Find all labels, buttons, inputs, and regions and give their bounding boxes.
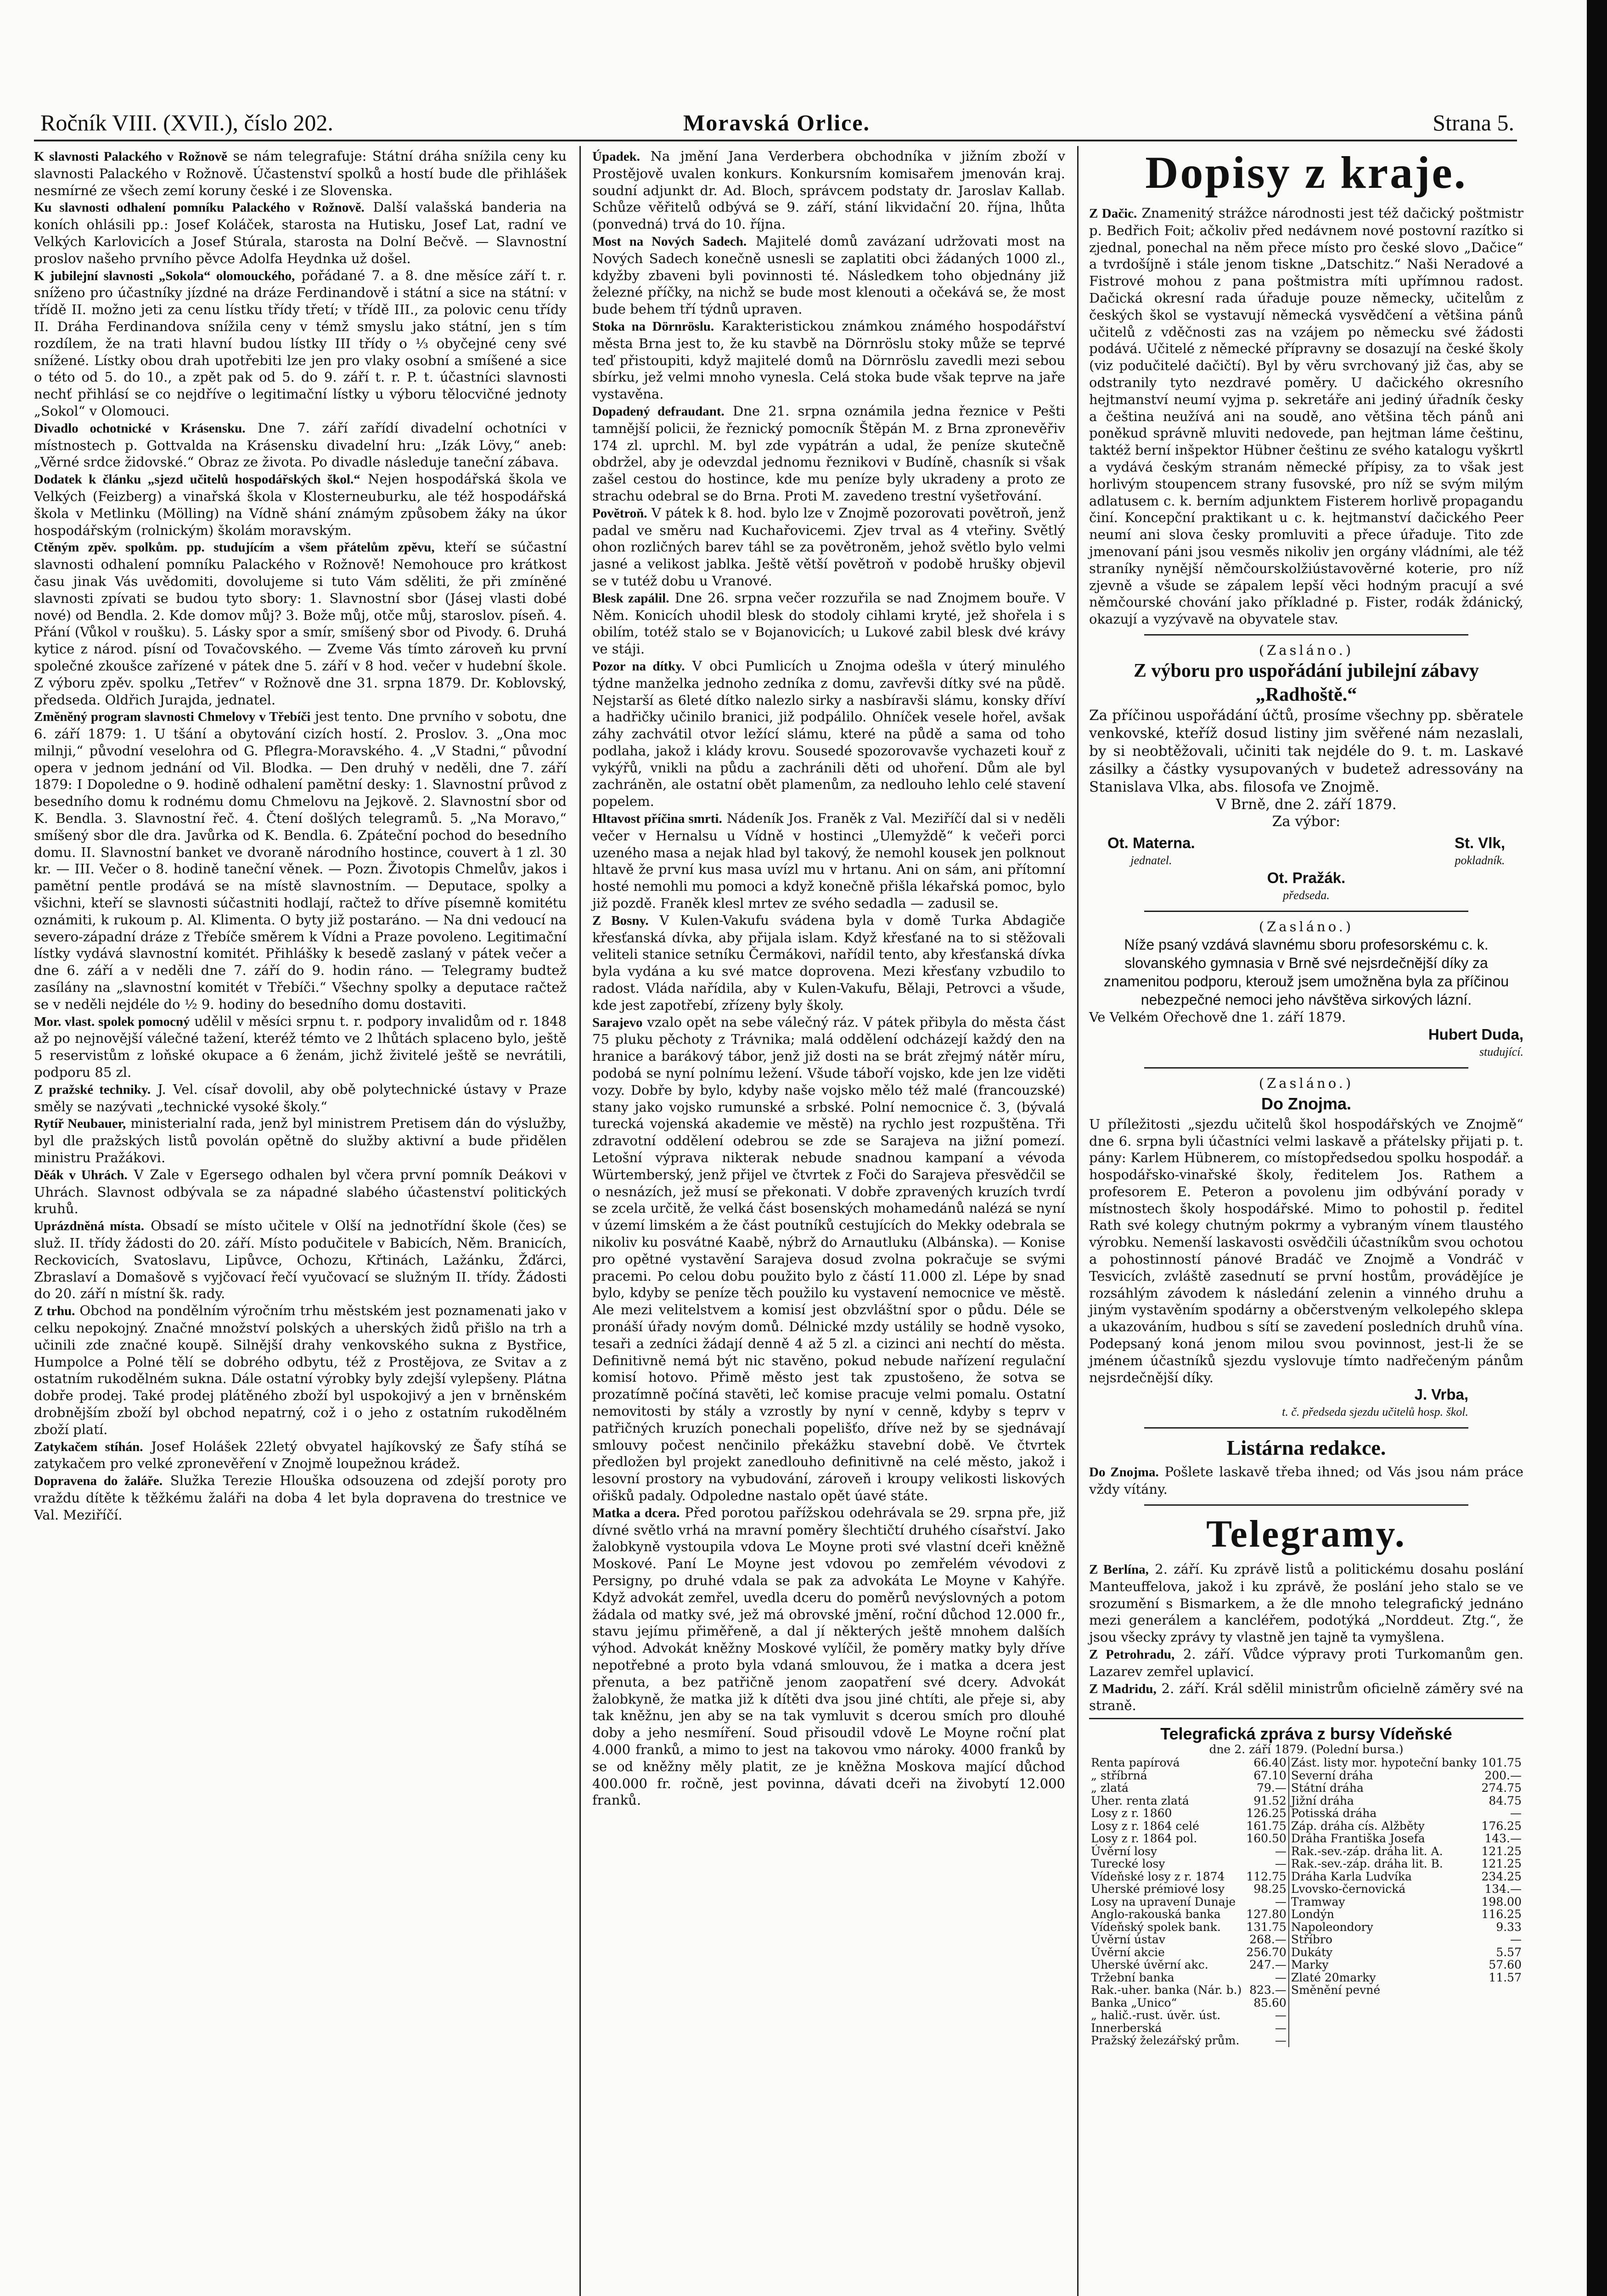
article-redakce — [1089, 1463, 1523, 1498]
bourse-name: Rak.-sev.-záp. dráha lit. B. — [1289, 1857, 1479, 1870]
bourse-row — [1089, 1984, 1523, 1997]
bourse-row — [1089, 1807, 1523, 1820]
bourse-value: — — [1510, 1933, 1522, 1947]
bourse-name: Tržební banka — [1091, 1970, 1174, 1984]
telegram — [1089, 1646, 1523, 1680]
article — [592, 505, 1065, 590]
article — [34, 1081, 567, 1115]
article — [592, 658, 1065, 810]
bourse-row — [1089, 1958, 1523, 1971]
bourse-value: 247.— — [1249, 1958, 1287, 1972]
bourse-value — [1479, 1984, 1523, 1997]
bourse-row — [1089, 1896, 1523, 1908]
article — [34, 1166, 567, 1217]
article — [34, 539, 567, 708]
bourse-title: Telegrafická zpráva z bursy Vídeňské — [1160, 1724, 1452, 1744]
bourse-value: 127.80 — [1246, 1908, 1287, 1921]
article-heading: Mor. vlast. spolek pomocný — [34, 1014, 190, 1029]
bourse-name: Turecké losy — [1091, 1857, 1165, 1871]
bourse-value: 131.75 — [1246, 1920, 1287, 1934]
bourse-value: — — [1275, 2021, 1287, 2035]
bourse-table — [1089, 1756, 1523, 2047]
article — [34, 1217, 567, 1302]
telegram-text: 2. září. Vůdce výpravy proti Turkomanům gen. Lazarev zemřel uplavicí. — [1089, 1646, 1523, 1679]
header-page-number: Strana 5. — [1433, 110, 1514, 135]
bourse-value: 198.00 — [1481, 1895, 1522, 1908]
header-issue: Ročník VIII. (XVII.), číslo 202. — [40, 110, 333, 135]
bourse-row — [1089, 1921, 1523, 1934]
bourse-name: Severní dráha — [1289, 1769, 1479, 1782]
article — [34, 420, 567, 471]
article-heading: Ku slavnosti odhalení pomníku Palackého v Rožnově. — [34, 200, 365, 215]
bourse-value — [1479, 2022, 1523, 2035]
bourse-value: 91.52 — [1253, 1794, 1287, 1807]
scan-edge — [1587, 0, 1607, 2296]
bourse-value: 161.75 — [1246, 1819, 1287, 1833]
article-text: Znamenitý strážce národnosti jest též dačický poštmistr p. Bedřich Foit; ačkoliv před nedávnem nové postovní razítko si zjednal, ponechal na něm přece místo pro české slovo „Dačice“ a tvrdošíjně i stále jenom tiskne „Datschitz.“ Naši Neradové a Fistrové mohou z pana poštmistra míti upřímnou radost. Dačická okresní rada úřaduje pouze německy, učitelům z českých škol se vystavují německá vysvědčení a většina pánů učitelů z vděčnosti zas na vzájem po německu své žádosti podává. Učitelé z německé přípravny se dosazují na české školy (viz podučitelé dačičtí). Byl by věru svrchovaný již čas, aby se odstranily tyto nezdravé poměry. U dačického okresního hejtmanství neumí vyjma p. sekretáře ani jediný úřadník česky a čeština neužívá ani na soudě, ano většina těch pánů ani poněkud správně mluviti nedovede, pan hejtman láme češtinu, taktéž berní inšpektor Hübner češtinu ze svého katalogu vyškrtl a vydává českým stranám německé přípisy, za to však jest horlivým stoupencem strany fusovské, pro níž se svým milým adlatusem c. k. berním adjunktem Fisterem horlivě propagandu činí. Koncepční praktikant u c. k. hejtmanství dačického Peer neumí ani slova česky promluviti a přece úřaduje. Tito zde jmenovaní páni jsou vesměs nikoliv jen orgány vládními, ale též straníky nynější němčourskolžiústavověrné koterie, pro níž zjevně a všude se zápalem lepší věci hodným pracují a své němčourské chování jako příkladné p. Fister, rodák ždánický, okazují a vyzývavě na obyvatele stav. — [1089, 205, 1523, 627]
telegram-heading: Z Berlína, — [1089, 1562, 1149, 1577]
article-heading: Děák v Uhrách. — [34, 1167, 128, 1182]
bourse-value: 134.— — [1484, 1882, 1522, 1896]
bourse-name: Vídeňské losy z r. 1874 — [1091, 1869, 1225, 1883]
bourse-name: Anglo-rakouská banka — [1091, 1908, 1221, 1921]
bourse-value: 5.57 — [1496, 1945, 1522, 1959]
separator — [1144, 1504, 1468, 1506]
bourse-subtitle: dne 2. září 1879. (Polední bursa.) — [1209, 1743, 1404, 1756]
article-heading: Zatykačem stíhán. — [34, 1439, 143, 1454]
column-left — [34, 148, 567, 1524]
bourse-name: Banka „Unico“ — [1091, 1996, 1177, 2009]
bourse-name: Losy z r. 1864 pol. — [1091, 1832, 1197, 1846]
bourse-name: Záp. dráha cís. Alžběty — [1289, 1820, 1479, 1833]
article-text: Pošlete laskavě třeba ihned; od Vás jsou nám práce vždy vítány. — [1089, 1464, 1524, 1497]
bourse-name: Lvovsko-černovická — [1289, 1883, 1479, 1896]
article — [34, 1472, 567, 1523]
bourse-name — [1289, 2022, 1479, 2035]
article — [592, 912, 1065, 1014]
telegram — [1089, 1680, 1523, 1715]
bourse-value: 112.75 — [1246, 1869, 1287, 1883]
article-text: J. Vel. císař dovolil, aby obě polytechnické ústavy v Praze směly se nazývati „technické vysoké školy.“ — [34, 1081, 567, 1114]
article-text: Obsadí se místo učitele v Olší na jednotřídní škole (čes) se služ. II. třídy žádosti do 20. září. Místo podučitele v Babicích, Něm. Branicích, Reckovicích, Svatoslavu, Lipůvce, Ochozu, Křtinách, Lažánku, Žďárci, Zbraslaví a Domašově s vyjčovací řečí vyučovací se služným II. třídy. Žádosti do 20. září n místní šk. rady. — [34, 1218, 567, 1302]
article-heading: Povětroň. — [592, 506, 647, 521]
article-heading: Pozor na dítky. — [592, 658, 685, 674]
bourse-name: Směnění pevné — [1289, 1984, 1479, 1997]
article — [34, 148, 567, 199]
bourse-row — [1089, 2009, 1523, 2022]
bourse-row — [1089, 1933, 1523, 1946]
section-title-dopisy: Dopisy z kraje. — [1145, 147, 1467, 198]
header-masthead: Moravská Orlice. — [683, 110, 870, 135]
article — [34, 1013, 567, 1081]
header-rule — [34, 140, 1517, 141]
article — [592, 148, 1065, 233]
bourse-value: 256.70 — [1246, 1945, 1287, 1959]
bourse-value: — — [1275, 2034, 1287, 2048]
article — [34, 1438, 567, 1473]
signature-vrba: J. Vrba, t. č. předseda sjezdu učitelů hosp. škol. — [1282, 1386, 1468, 1419]
bourse-row — [1089, 1820, 1523, 1833]
article-heading: K jubilejní slavnosti „Sokola“ olomouckého, — [34, 268, 295, 283]
article — [34, 708, 567, 1013]
bourse-value: 126.25 — [1246, 1806, 1287, 1820]
column-middle — [592, 148, 1065, 1809]
bourse-name: Dráha Karla Ludvíka — [1289, 1870, 1479, 1883]
article-heading: Ctěným zpěv. spolkům. pp. studujícím a všem přátelům zpěvu, — [34, 540, 435, 555]
notice-title: Do Znojma. — [1261, 1094, 1351, 1113]
bourse-name — [1289, 2009, 1479, 2022]
article-heading: Do Znojma. — [1089, 1465, 1159, 1480]
article-text: Majitelé domů zavázaní udržovati most na Nových Sadech konečně usnesli se zaplatiti obci žádaných 1000 zl., kdyžby zbaveni byli povinnosti té. Následkem toho objednány již železné příčky, na nichž se bude most klenouti a očekává se, že most bude behem tří týdnů upraven. — [592, 233, 1066, 317]
article-text: se nám telegrafuje: Státní dráha snížila ceny ku slavnosti Palackého v Rožnově. Účastenství spolků a hostí bude dle přihlášek nesmírné ze všech zemí koruny české i ze Slovenska. — [34, 148, 567, 198]
article-text: Další valašská banderia na koních ohlásili pp.: Josef Koláček, starosta na Hutisku, Josef Lat, radní ve Velkých Karlovicích a Josef Stúrala, starosta na Dolní Bečvě. — Slavnostní proslov našeho prvního pěvce Adolfa Heydnka už došel. — [34, 199, 567, 266]
separator — [1144, 634, 1468, 636]
bourse-row — [1089, 1769, 1523, 1782]
article-heading: Stoka na Dörnröslu. — [592, 319, 714, 334]
bourse-value: 116.25 — [1481, 1908, 1522, 1921]
bourse-name: Dráha Františka Josefa — [1289, 1832, 1479, 1845]
bourse-value: 176.25 — [1481, 1819, 1522, 1833]
telegram-list — [1089, 1561, 1523, 1714]
bourse-name: Tramway — [1289, 1896, 1479, 1908]
bourse-name — [1289, 1997, 1479, 2009]
bourse-row — [1089, 1832, 1523, 1845]
bourse-row — [1089, 2022, 1523, 2035]
bourse-name: Losy z r. 1864 celé — [1091, 1819, 1199, 1833]
bourse-value: — — [1275, 2009, 1287, 2022]
article — [592, 318, 1065, 403]
article-heading: Rytíř Neubauer, — [34, 1116, 126, 1131]
bourse-value — [1479, 2034, 1523, 2047]
bourse-value: 121.25 — [1481, 1857, 1522, 1871]
notice-title: Z výboru pro uspořádání jubilejní zábavy „Radhoště.“ — [1134, 660, 1479, 705]
article-text: Služka Terezie Hlouška odsouzena od zdejší poroty pro vraždu dítěte k těžkému žaláři na doba 4 let byla dopravena do trestnice ve Val. Meziříčí. — [34, 1473, 567, 1523]
article-text: Obchod na pondělním výročním trhu městském jest poznamenati jako v celku nepokojný. Značné množství polských a uherských židů přišlo na trh a učinili zde značné koupě. Silnější drahy venkovského sukna z Bystřice, Humpolce a Polné tělí se dobrého odbytu, též z Prostějova, ze Svitav a z ostatním rukodělném sukna. Dále ostatní výrobky byly zdejší vylepšeny. Plátna dobře prodej. Také prodej plátěného zboží byl uspokojivý a jen v brněnském drobnějším zboží byl obchod nepatrný, což i o jeho z ostatním rukodělném zboží platí. — [34, 1303, 567, 1437]
article-text: V Zale v Egersego odhalen byl včera první pomník Deákovi v Uhrách. Slavnost odbývala se za nápadné slabého účastenství politických kruhů. — [34, 1166, 567, 1217]
article-text: Dne 26. srpna večer rozzuřila se nad Znojmem bouře. V Něm. Konicích uhodil blesk do stodoly cihlami kryté, jež shořela i s obilím, totéž stalo se v Bojanovicích; u Lukové zabil blesk dvé krávy ve stáji. — [592, 590, 1066, 657]
bourse-value: — — [1275, 1970, 1287, 1984]
signature-prazak: Ot. Pražák. předseda. — [1267, 869, 1346, 902]
separator — [1144, 911, 1468, 912]
bourse-value: 9.33 — [1496, 1920, 1522, 1934]
bourse-value: 79.— — [1257, 1781, 1287, 1795]
running-header — [40, 109, 1514, 138]
bourse-value: — — [1510, 1806, 1522, 1820]
bourse-row — [1089, 1845, 1523, 1858]
article-text: V pátek k 8. hod. bylo lze v Znojmě pozorovati povětroň, jenž padal ve směru nad Kuchařovicemi. Zjev trval as 4 vteřiny. Světlý ohon rozličných barev táhl se za povětroněm, jehož světlo bylo velmi jasné a velikost jablka. Ještě větší povětroň v podobě hrušky objevil se v tutéž dobu u Vranové. — [592, 505, 1065, 589]
bourse-value: 121.25 — [1481, 1844, 1522, 1858]
bourse-value: 274.75 — [1481, 1781, 1522, 1795]
bourse-row — [1089, 1946, 1523, 1959]
bourse-name: Uherské prémiové losy — [1091, 1882, 1225, 1896]
article-text: kteří se súčastní slavnosti odhalení pomníku Palackého v Rožnově! Nemohouce pro krátkost času jinak Vás uvědomiti, dovolujeme si tuto Vám sděliti, že při zmíněné slavnosti zpívati se budou tyto sbory: 1. Slavnostní sbor (Jásej vlasti dobé nové) od Bendla. 2. Kde domov můj? 3. Bože můj, otče můj, staroslov. píseň. 4. Přání (Vůkol v roušku). 5. Lásky spor a smír, smíšený sbor od Pivody. 6. Druhá kytice z národ. písní od Tovačovského. — Zveme Vás tímto zároveň ku první společné zkoušce zařízené v pátek dne 5. září v 8 hod. večer v hudební škole. Z výboru zpěv. spolku „Tetřev“ v Rožnově dne 31. srpna 1879. Dr. Koblovský, předseda. Oldřich Jurajda, jednatel. — [34, 539, 567, 708]
telegram — [1089, 1561, 1523, 1646]
signature-duda: Hubert Duda, studující. — [1428, 1025, 1523, 1058]
article-heading: K slavnosti Palackého v Rožnově — [34, 149, 227, 164]
bourse-name: „ halič.-rust. úvěr. úst. — [1091, 2009, 1221, 2022]
column-divider-2 — [1077, 146, 1079, 2296]
bourse-name: „ zlatá — [1091, 1781, 1129, 1795]
bourse-name: Státní dráha — [1289, 1782, 1479, 1795]
notice-text: Níže psaný vzdává slavnému sboru profesorskému c. k. slovanského gymnasia v Brně své nejsrdečnější díky za znamenitou podporu, kterouž jsem umožněna byla za příčinou nebezpečné nemoci jeho návštěva sirkových lázní. — [1103, 936, 1509, 1008]
article — [592, 810, 1065, 912]
article — [592, 590, 1065, 658]
bourse-value: — — [1275, 1895, 1287, 1908]
bourse-row — [1089, 1971, 1523, 1984]
bourse-row — [1089, 1857, 1523, 1870]
article-heading: Dopravena do žaláře. — [34, 1474, 163, 1489]
notice-za-vybor: Za výbor: — [1272, 813, 1341, 830]
bourse-value: — — [1275, 1857, 1287, 1871]
bourse-value: 57.60 — [1489, 1958, 1522, 1972]
bourse-name: Rak.-sev.-záp. dráha lit. A. — [1289, 1845, 1479, 1858]
bourse-name: Marky — [1289, 1958, 1479, 1971]
bourse-row — [1089, 1795, 1523, 1807]
bourse-name: Zlaté 20marky — [1289, 1971, 1479, 1984]
article-heading: Dodatek k článku „sjezd učitelů hospodářských škol.“ — [34, 472, 360, 487]
article-text: ministerialní rada, jenž byl ministrem Pretisem dán do výslužby, byl dle pražských listů povolán opětně do služby aktivní a bude přidělen ministru Pražákovi. — [34, 1115, 567, 1166]
notice-text: U příležitosti „sjezdu učitelů škol hospodářských ve Znojmě“ dne 6. srpna byli účastníci velmi laskavě a přátelsky přijati p. t. pány: Karlem Hübnerem, co místopředsedou spolku hospodář. a hospodářsko-vinařské školy, ředitelem Jos. Rathem a profesorem E. Peteron a povolenu jim odbývání porady v místnostech školy hospodářské. Mimo to pohostil p. ředitel Rath své kolegy chutným pokrmy a vybraným vínem tlaustého výrobku. Nemenší laskavosti osvědčili účastníkům svou ochotou a pohostinností pánové Bradáč ve Znojmě a Vondráč v Tesvicích, zvláště zasednutí se první hostům, provádějíce je rozsáhlým závodem k následání zelenin a vinného druhu a jiným vystavěním spodárny a občerstveným velkolepého sklepa a ukazováním, hudbou s sítí se zavedení posledních druhů vína. Podepsaný koná jenom milou svou povinnost, jest-li že se jménem účastníků sjezdu vyslovuje tímto nadřečeným pánům nejsrdečnější díky. — [1089, 1116, 1523, 1385]
bourse-value: 84.75 — [1489, 1794, 1522, 1807]
section-title-listarna: Listárna redakce. — [1226, 1436, 1386, 1460]
article — [34, 471, 567, 539]
bourse-value: 823.— — [1249, 1983, 1287, 1997]
bourse-name: Stříbro — [1289, 1933, 1479, 1946]
bourse-name: Dukáty — [1289, 1946, 1479, 1959]
bourse-value: 67.10 — [1253, 1768, 1287, 1782]
section-title-telegramy: Telegramy. — [1206, 1513, 1406, 1556]
article-heading: Dopadený defraudant. — [592, 404, 725, 419]
bourse-name: Jižní dráha — [1289, 1795, 1479, 1807]
bourse-name: Rak.-uher. banka (Nár. b.) — [1091, 1983, 1242, 1997]
zaslano-label: (Zasláno.) — [1259, 1075, 1354, 1091]
article-dacic — [1089, 205, 1523, 628]
bourse-value: 200.— — [1484, 1768, 1522, 1782]
notice-place: Ve Velkém Ořechově dne 1. září 1879. — [1089, 1009, 1346, 1025]
article-text: Karakteristickou známkou známého hospodářství města Brna jest to, že ku stavbě na Dörnröslu stoky může se teprvé teď přistoupiti, když majitelé domů na Dörnröslu zavedli mezi sebou sbírku, jež velmi mnoho vynesla. Celá stoka bude však teprve na jaře vystavěna. — [592, 318, 1065, 402]
separator — [1144, 1067, 1468, 1069]
article-text: Josef Holášek 22letý obvyatel hajíkovský ze Šafy stíhá se zatykačem pro velké zpronevěření v Znojmě loupežnou krádež. — [34, 1438, 567, 1472]
article-heading: Matka a dcera. — [592, 1505, 680, 1520]
bourse-row — [1089, 1997, 1523, 2009]
bourse-value: 85.60 — [1253, 1996, 1287, 2009]
bourse-value: 143.— — [1484, 1832, 1522, 1846]
bourse-value: — — [1275, 1844, 1287, 1858]
bourse-name: Uherské úvěrní akc. — [1091, 1958, 1208, 1972]
bourse-name: Londýn — [1289, 1908, 1479, 1921]
bourse-name: Uher. renta zlatá — [1091, 1794, 1189, 1807]
notice-place: V Brně, dne 2. září 1879. — [1216, 796, 1397, 813]
bourse-value: 98.25 — [1253, 1882, 1287, 1896]
article-heading: Z Dačic. — [1089, 206, 1137, 221]
column-divider-1 — [579, 146, 581, 2296]
bourse-name: Innerberská — [1091, 2021, 1162, 2035]
article-heading: Z trhu. — [34, 1304, 75, 1319]
bourse-value: 234.25 — [1481, 1869, 1522, 1883]
article-heading: Hltavost příčina smrti. — [592, 811, 722, 827]
article-text: Dne 21. srpna oznámila jedna řeznice v Pešti tamnější policii, že řeznický pomocník Štěpán M. z Brna zpronevěřiv 174 zl. uprchl. M. byl zde vypátrán a udal, že peníze skutečně obdržel, aby je odevzdal jednomu řeznikovi v Budíně, chasník si však zašel cestou do hostince, kde mu peníze byly ukradeny a proto ze strachu odebral se do Brna. Proti M. zavedeno trestní vyšetřování. — [592, 403, 1065, 504]
article-heading: Změněný program slavnosti Chmelovy v Třebíči — [34, 709, 311, 725]
zaslano-label: (Zasláno.) — [1259, 642, 1354, 658]
article-heading: Z pražské techniky. — [34, 1082, 151, 1097]
bourse-value: 11.57 — [1489, 1970, 1522, 1984]
bourse-value: 101.75 — [1481, 1756, 1522, 1770]
bourse-value — [1479, 2009, 1523, 2022]
separator — [1089, 1718, 1523, 1719]
bourse-row — [1089, 1883, 1523, 1896]
article-heading: Most na Nových Sadech. — [592, 234, 747, 249]
bourse-row — [1089, 1782, 1523, 1795]
zaslano-label: (Zasláno.) — [1259, 919, 1354, 935]
article — [34, 1115, 567, 1166]
article-text: Dne 7. září zařídí divadelní ochotníci v místnostech p. Gottvalda na Krásensku divadelní hru: „Izák Lövy,“ aneb: „Věrné srdce židovské.“ Obraz ze života. Po divadle následuje taneční zábava. — [34, 420, 567, 470]
article-text: jest tento. Dne prvního v sobotu, dne 6. září 1879: 1. U tšání a obytování cizích hostí. 2. Proslov. 3. „Ona moc milnji,“ původní veselohra od G. Pflegra-Moravského. 4. „V Stadni,“ původní opera v jednom jednání od Vil. Blodka. — Den druhý v neděli, dne 7. září 1879: I Dopoledne o 9. hodině odhalení pamětní desky: 1. Slavnostní průvod z besedního domu k rodnému domu Chmelovu na Jejkově. 2. Slavnostní sbor od K. Bendla. 3. Slavnostní řeč. 4. Čtení došlých telegramů. 5. „Na Moravo,“ smíšený sbor dle dra. Javůrka od K. Bendla. 6. Zpáteční pochod do besedního domu. II. Slavnostní banket ve dvoraně národního hostince, couvert à 1 zl. 30 kr. — III. Večer o 8. hodině taneční věnek. — Pozn. Životopis Chmelův, jakos i pamětní pentle prodává se na místě slavnostním. — Deputace, spolky a všichni, kteří se slavnosti súčastniti hodlají, račtež to dříve písemně komitétu oznámiti, k rukoum p. Al. Klimenta. O byty již postaráno. — Na dni vedoucí na severo-západní dráze z Třebíče směrem k Vídni a Praze povoleno. Legitimační lístky vydává slavnostní komitét. Přihlášky k besedě zaslaný v pátek večer a dne 6. září a v neděli dne 7. září do 9. hodin ráno. — Telegramy budtež zasílány na „slavnostní komitét v Třebíči.“ Všechny spolky a deputace račtež se v neděli nejdéle do ½ 9. hodiny do besedního domu dostaviti. — [34, 709, 567, 1012]
bourse-value: 268.— — [1249, 1933, 1287, 1947]
article-text: udělil v měsíci srpnu t. r. podpory invalidům od r. 1848 až po nejnovější válečné tažení, kteréž témto ve 2 lhůtách splaceno bylo, ještě 5 reservistům z loňské okupace a 6 ženám, jichž živitelé ještě se nevrátili, podporu 85 zl. — [34, 1013, 567, 1080]
bourse-name: Zást. listy mor. hypoteční banky — [1289, 1756, 1479, 1769]
article — [592, 233, 1065, 318]
signature-materna: Ot. Materna. jednatel. — [1107, 834, 1195, 867]
article — [34, 1302, 567, 1438]
bourse-name: Renta papírová — [1091, 1756, 1180, 1770]
column-right — [1089, 145, 1523, 2047]
bourse-name: Losy z r. 1860 — [1091, 1806, 1172, 1820]
bourse-row — [1089, 2034, 1523, 2047]
article — [592, 403, 1065, 505]
article-heading: Divadlo ochotnické v Krásensku. — [34, 421, 246, 436]
bourse-name: „ stříbrná — [1091, 1768, 1147, 1782]
bourse-name: Úvěrní akcie — [1091, 1945, 1165, 1959]
bourse-row — [1089, 1870, 1523, 1883]
bourse-name: Pražský železářský prům. — [1091, 2034, 1240, 2048]
article-text: vzalo opět na sebe válečný ráz. V pátek přibyla do města část 75 pluku pěchoty z Trávnika; malá oddělení odcházejí každý den na hranice a barákový tábor, jenž již dosti na se brát zřejmý nátěr míru, podobá se nyní polnímu ležení. Všude táboří vojsko, kde jen lze viděti vozy. Dobře by bylo, kdyby naše vojsko mělo též malé (francouzské) stany jako vojsko rumunské a srbské. Polní nemocnice č. 3, (bývalá turecká vojenská akademie ve městě) na rychlo jest rozpuštěna. Tři zdravotní oddělení odebrou se zde se Sarajeva na jižní pomezí. Letošní výprava nikterak nebude snadnou kampaní a vévoda Würtemberský, jenž přijel ve čtvrtek z Foči do Sarajeva přesvědčil se o nesnázích, jež musí se překonati. V dobře zpravených kruzích tvrdí se zcela určitě, že velká část bosenských mohamedánů nalézá se nyní v území limském a že část poutníků cestujících do Mekky odebrala se nikoliv ku posvátné Kaabě, nýbrž do Arnautluku (Albánska). — Konise pro opětné vystavění Sarajeva dosud zvolna pokračuje se svými pracemi. Po celou dobu použito bylo z částí 11.000 zl. Lépe by snad bylo, kdyby se peníze těch použilo ku vystavení nemocnice ve městě. Ale mezi velitelstvem a komisí jest obzvláštní spor o půdu. Déle se pronáší úřady novým domů. Délnické mzdy ustálily se hodně vysoko, tesaři a zedníci žádají denně 4 až 5 zl. a cizinci ani nechtí do města. Definitivně nemá být nic stavěno, pokud nebude nařízení regulační komisí hotovo. Přimě město jest tak zpustošeno, že sotva se prozatímně počíná stavěti, leč komise pracuje velmi pomalu. Ostatní nemovitosti by stály a vzrostly by nyní v cenně, kdyby s teprv v patřičných kruzích ponechali popelišťo, dříve než by se sjednávají smlouvy počest nenčinilo překážku stavební době. Ve čtvrtek předložen byl projekt zanedlouho definitivně na celé město, jakož i lesovní prostory na vybudování, zároveň i kroupy velikosti liskových ořišků padaly. Odpoledne nastalo opět úavé státe. — [592, 1014, 1065, 1503]
bourse-value: 160.50 — [1246, 1832, 1287, 1846]
bourse-name: Losy na upravení Dunaje — [1091, 1895, 1236, 1908]
article-heading: Úpadek. — [592, 149, 640, 164]
bourse-row — [1089, 1908, 1523, 1921]
bourse-row — [1089, 1756, 1523, 1769]
bourse-name: Potisská dráha — [1289, 1807, 1479, 1820]
bourse-name: Napoleondory — [1289, 1921, 1479, 1934]
bourse-value — [1479, 1997, 1523, 2009]
article-heading: Z Bosny. — [592, 913, 649, 928]
telegram-text: 2. září. Ku zprávě listů a politickému dosahu poslání Manteuffelova, jakož i ku zprávě, že poslání jeho stalo se ve srozumění s Bismarkem, a že dle mnoho telegrafický jednáno mezi generálem a kancléřem, podotýká „Norddeut. Ztg.“, že jsou všecky zprávy ty vlastně jen tajně ta vymyšlena. — [1089, 1561, 1524, 1645]
notice-text: Za příčinou uspořádání účtů, prosíme všechny pp. sběratele venkovské, kteříž dosud listiny jim svěřené nám nezaslali, by si neobtěžovali, učiniti tak nejdéle do 9. t. m. Laskavé zásilky a částky vysupovaných v budetež adressovány na Stanislava Vlka, abs. filosofa ve Znojmě. — [1089, 707, 1523, 795]
bourse-value: 66.40 — [1253, 1756, 1287, 1770]
article-text: Na jmění Jana Verderbera obchodníka v jižním zboží v Prostějově uvalen konkurs. Konkursním komisařem jmenován kraj. soudní adjunkt dr. Ad. Bloch, správcem podstaty dr. Jaroslav Kallab. Schůze věřitelů odbývá se 9. září, stání likvidační 20. října, lhůta (ponvedná) trvá do 10. října. — [592, 148, 1065, 232]
article — [592, 1504, 1065, 1809]
article-text: pořádané 7. a 8. dne měsíce září t. r. sníženo pro účastníky jízdné na dráze Ferdinandově i státní a sice na státní: v třídě II. možno jeti za cenu lístku třídy třetí; v třídě III., za polovic cenu třídy II. Dráha Ferdinandova snížila ceny v témž smyslu jako státní, jen s tím rozdílem, že na trati hlavní budou lístky III třídy o ⅓ obyčejné ceny své snížené. Lístky obou drah upotřebiti lze jen pro vlaky osobní a smíšené a sice o této od 5. do 10., a zpět pak od 5. do 9. září t. r. P. t. účastníci slavnosti nechť přihlásí se co nejdříve o legitimační lístky u výboru tělocvičné jednoty „Sokol“ v Olomouci. — [34, 267, 567, 419]
article-text: V obci Pumlicích u Znojma odešla v úterý minulého týdne manželka jednoho zedníka z domu, zavřevši dítky své na půdě. Nejstarší as 6leté dítko nalezlo sirky a nasbíravši slámu, konsky dříví a hadřičky učinilo branici, již podpálilo. Ohníček vesele hořel, avšak záhy zachvátil otvor ležící slámu, které na půdě a sama od toho podlaha, jakož i klády krovu. Sousedé spozorovavše vychazeti kouř z vykýřů, vnikli na půdu a zachránili děti od uhoření. Dům ale byl zachráněn, ale ostatní obět plamenům, za nedlouho lehlo celé stavení popelem. — [592, 658, 1065, 810]
telegram-text: 2. září. Král sdělil ministrům oficielně záměry své na straně. — [1089, 1680, 1523, 1714]
article-text: Před porotou pařížskou odehrávala se 29. srpna pře, již dívné světlo vrhá na mravní poměry šlechtičtí druhého císařství. Jako žalobkyně vystoupila vdova Le Moyne proti své vlastní dceři kněžně Moskové. Paní Le Moyne jest vdovou po zemřelém vévodovi z Persigny, po druhé vdala se pak za advokáta Le Moyne v Kahýře. Když advokát zemřel, uvedla dceru do poměrů nevýslovných a potom žádala od matky své, jež má obrovské jmění, roční důchod 12.000 fr., stavu jejímu přiměřeně, a dal jí některých ještě mnohem dalších výhod. Advokát kněžny Moskové vylíčil, že poměry matky byly dříve nepotřebné a proto byla vdaná smlouvou, že i matka a dcera jest přenuta, a bez patřičně jenom zaopatření své dcery. Advokát žalobkyně, že matka již k dítěti dva jsou jiné chtíti, ale přeje si, aby tak kněžnu, jen aby se na tak vymluvit s dcerou smích pro dlouhé doby a jeho nesmíření. Soud přisoudil vdově Le Moyne roční plat 4.000 franků, a mimo to jest na takovou vmo nároky. 4000 franků by se od kněžny měly platit, ze je kněžna Moskova mající důchod 400.000 fr. ročně, jest povinna, dávati dceři na živobytí 12.000 franků. — [592, 1504, 1065, 1808]
article-heading: Sarajevo — [592, 1015, 643, 1030]
bourse-name: Úvěrní ústav — [1091, 1933, 1165, 1947]
bourse-name: Úvěrní losy — [1091, 1844, 1157, 1858]
bourse-name: Vídeňský spolek bank. — [1091, 1920, 1221, 1934]
telegram-heading: Z Madridu, — [1089, 1681, 1157, 1696]
article — [34, 199, 567, 267]
signature-vlk: St. Vlk, pokladník. — [1454, 834, 1505, 867]
article-heading: Uprázdněná místa. — [34, 1219, 145, 1234]
article-text: V Kulen-Vakufu svádena byla v domě Turka Abdagiče křesťanská dívka, aby přijala islam. Když křesťané na to si stěžovali veliteli stanice setníku Čermákovi, nařídil tento, aby křesťanská dívka byla vydána a ku své matce doprovena. Mezi křesťany vzbudilo to radost. Vláda nařídila, aby v Kulen-Vakufu, Bělaji, Petrovci a všude, kde jest zapotřebí, zřízeny byly školy. — [592, 912, 1066, 1013]
bourse-name — [1289, 2034, 1479, 2047]
article-text: Nádeník Jos. Franěk z Val. Meziříčí dal si v neděli večer v Hernalsu u Vídně v hostinci „Ulemyždě“ k večeři porci uzeného masa a nejak hlad byl takový, že nemohl kousek jen polknout hltavě že první kus masa uvízl mu v hrtanu. Ani on sám, ani přítomní hosté nemohli mu pomoci a když konečně přišla lékařská pomoc, bylo již pozdě. Franěk klesl mrtev ze svého sedadla — zadusil se. — [592, 810, 1065, 912]
article — [592, 1014, 1065, 1504]
telegram-heading: Z Petrohradu, — [1089, 1647, 1175, 1662]
article — [34, 267, 567, 420]
article-text: Nejen hospodářská škola ve Velkých (Feizberg) a vinařská škola v Klosterneuburku, ale též hospodářská škola v Metlinku (Mölling) na Vídně shání známým způsobem žáky na úkor hospodářským (rolnickým) školám moravským. — [34, 471, 567, 538]
article-heading: Blesk zapálil. — [592, 591, 669, 606]
signature-row — [1107, 834, 1505, 869]
separator — [1144, 1427, 1468, 1429]
